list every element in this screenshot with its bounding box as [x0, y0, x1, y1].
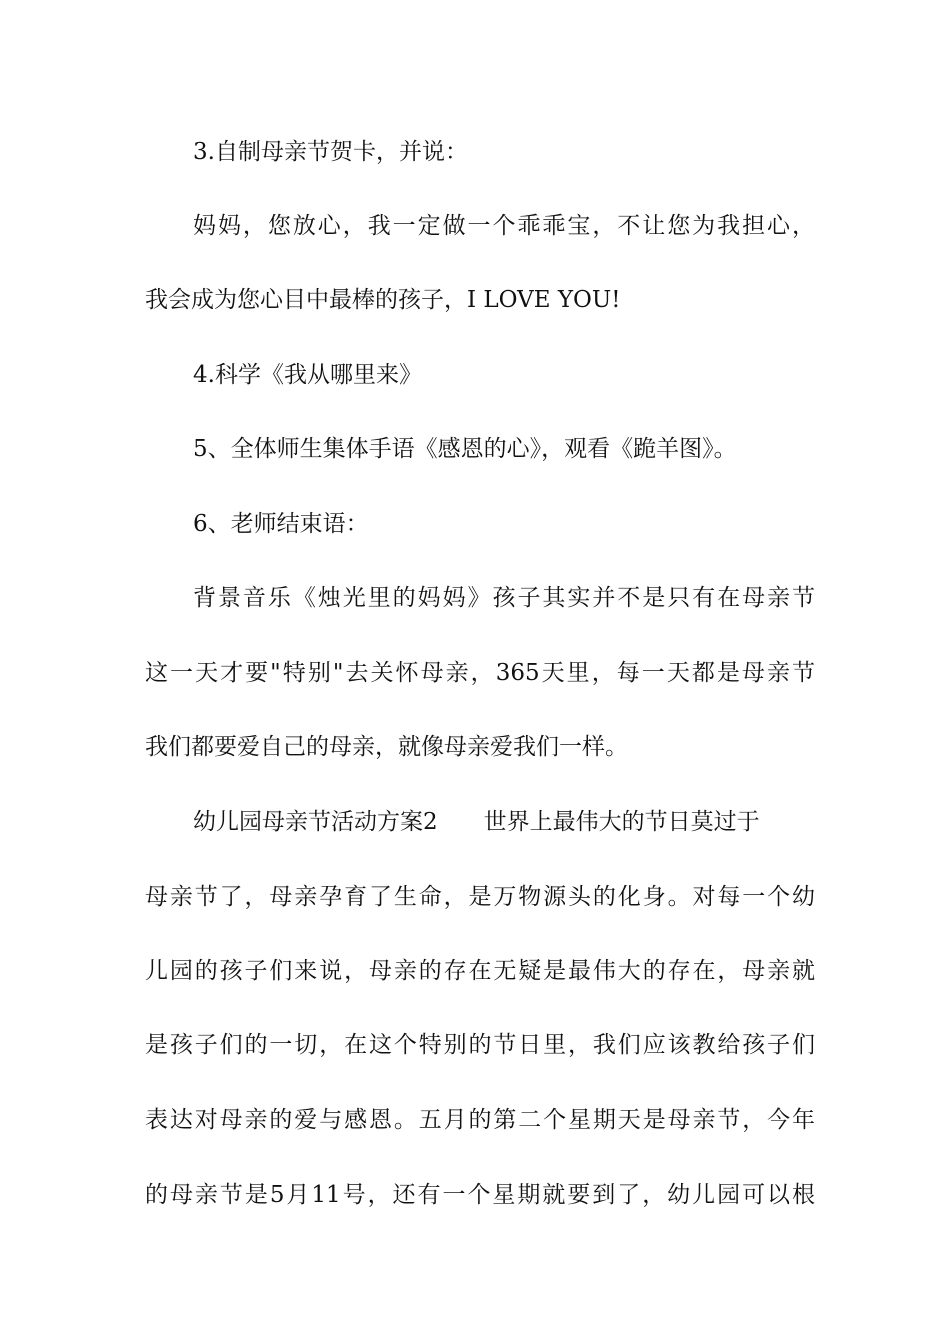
- paragraph-line: 6、老师结束语：: [193, 511, 369, 537]
- paragraph-line: 3.自制母亲节贺卡，并说：: [193, 139, 468, 165]
- paragraph-line: 背景音乐《烛光里的妈妈》孩子其实并不是只有在母亲节: [193, 585, 815, 611]
- paragraph-line: 母亲节了，母亲孕育了生命，是万物源头的化身。对每一个幼: [145, 884, 815, 910]
- section-heading: 幼儿园母亲节活动方案2: [193, 809, 438, 835]
- paragraph-line: 儿园的孩子们来说，母亲的存在无疑是最伟大的存在，母亲就: [145, 958, 815, 984]
- paragraph-line: 我们都要爱自己的母亲，就像母亲爱我们一样。: [145, 734, 628, 760]
- paragraph-line: 这一天才要"特别"去关怀母亲，365天里，每一天都是母亲节: [145, 660, 815, 686]
- paragraph-line: 妈妈，您放心，我一定做一个乖乖宝，不让您为我担心，: [193, 213, 815, 239]
- paragraph-line: [193, 804, 815, 840]
- paragraph-line: 表达对母亲的爱与感恩。五月的第二个星期天是母亲节，今年: [145, 1107, 815, 1133]
- paragraph-line: 4.科学《我从哪里来》: [193, 362, 422, 388]
- paragraph-line: 5、全体师生集体手语《感恩的心》，观看《跪羊图》。: [193, 436, 737, 462]
- paragraph-line: 是孩子们的一切，在这个特别的节日里，我们应该教给孩子们: [145, 1032, 815, 1058]
- paragraph-line: 的母亲节是5月11号，还有一个星期就要到了，幼儿园可以根: [145, 1182, 815, 1208]
- paragraph-text: 世界上最伟大的节日莫过于: [483, 809, 760, 835]
- paragraph-line: 我会成为您心目中最棒的孩子，I LOVE YOU!: [145, 287, 621, 313]
